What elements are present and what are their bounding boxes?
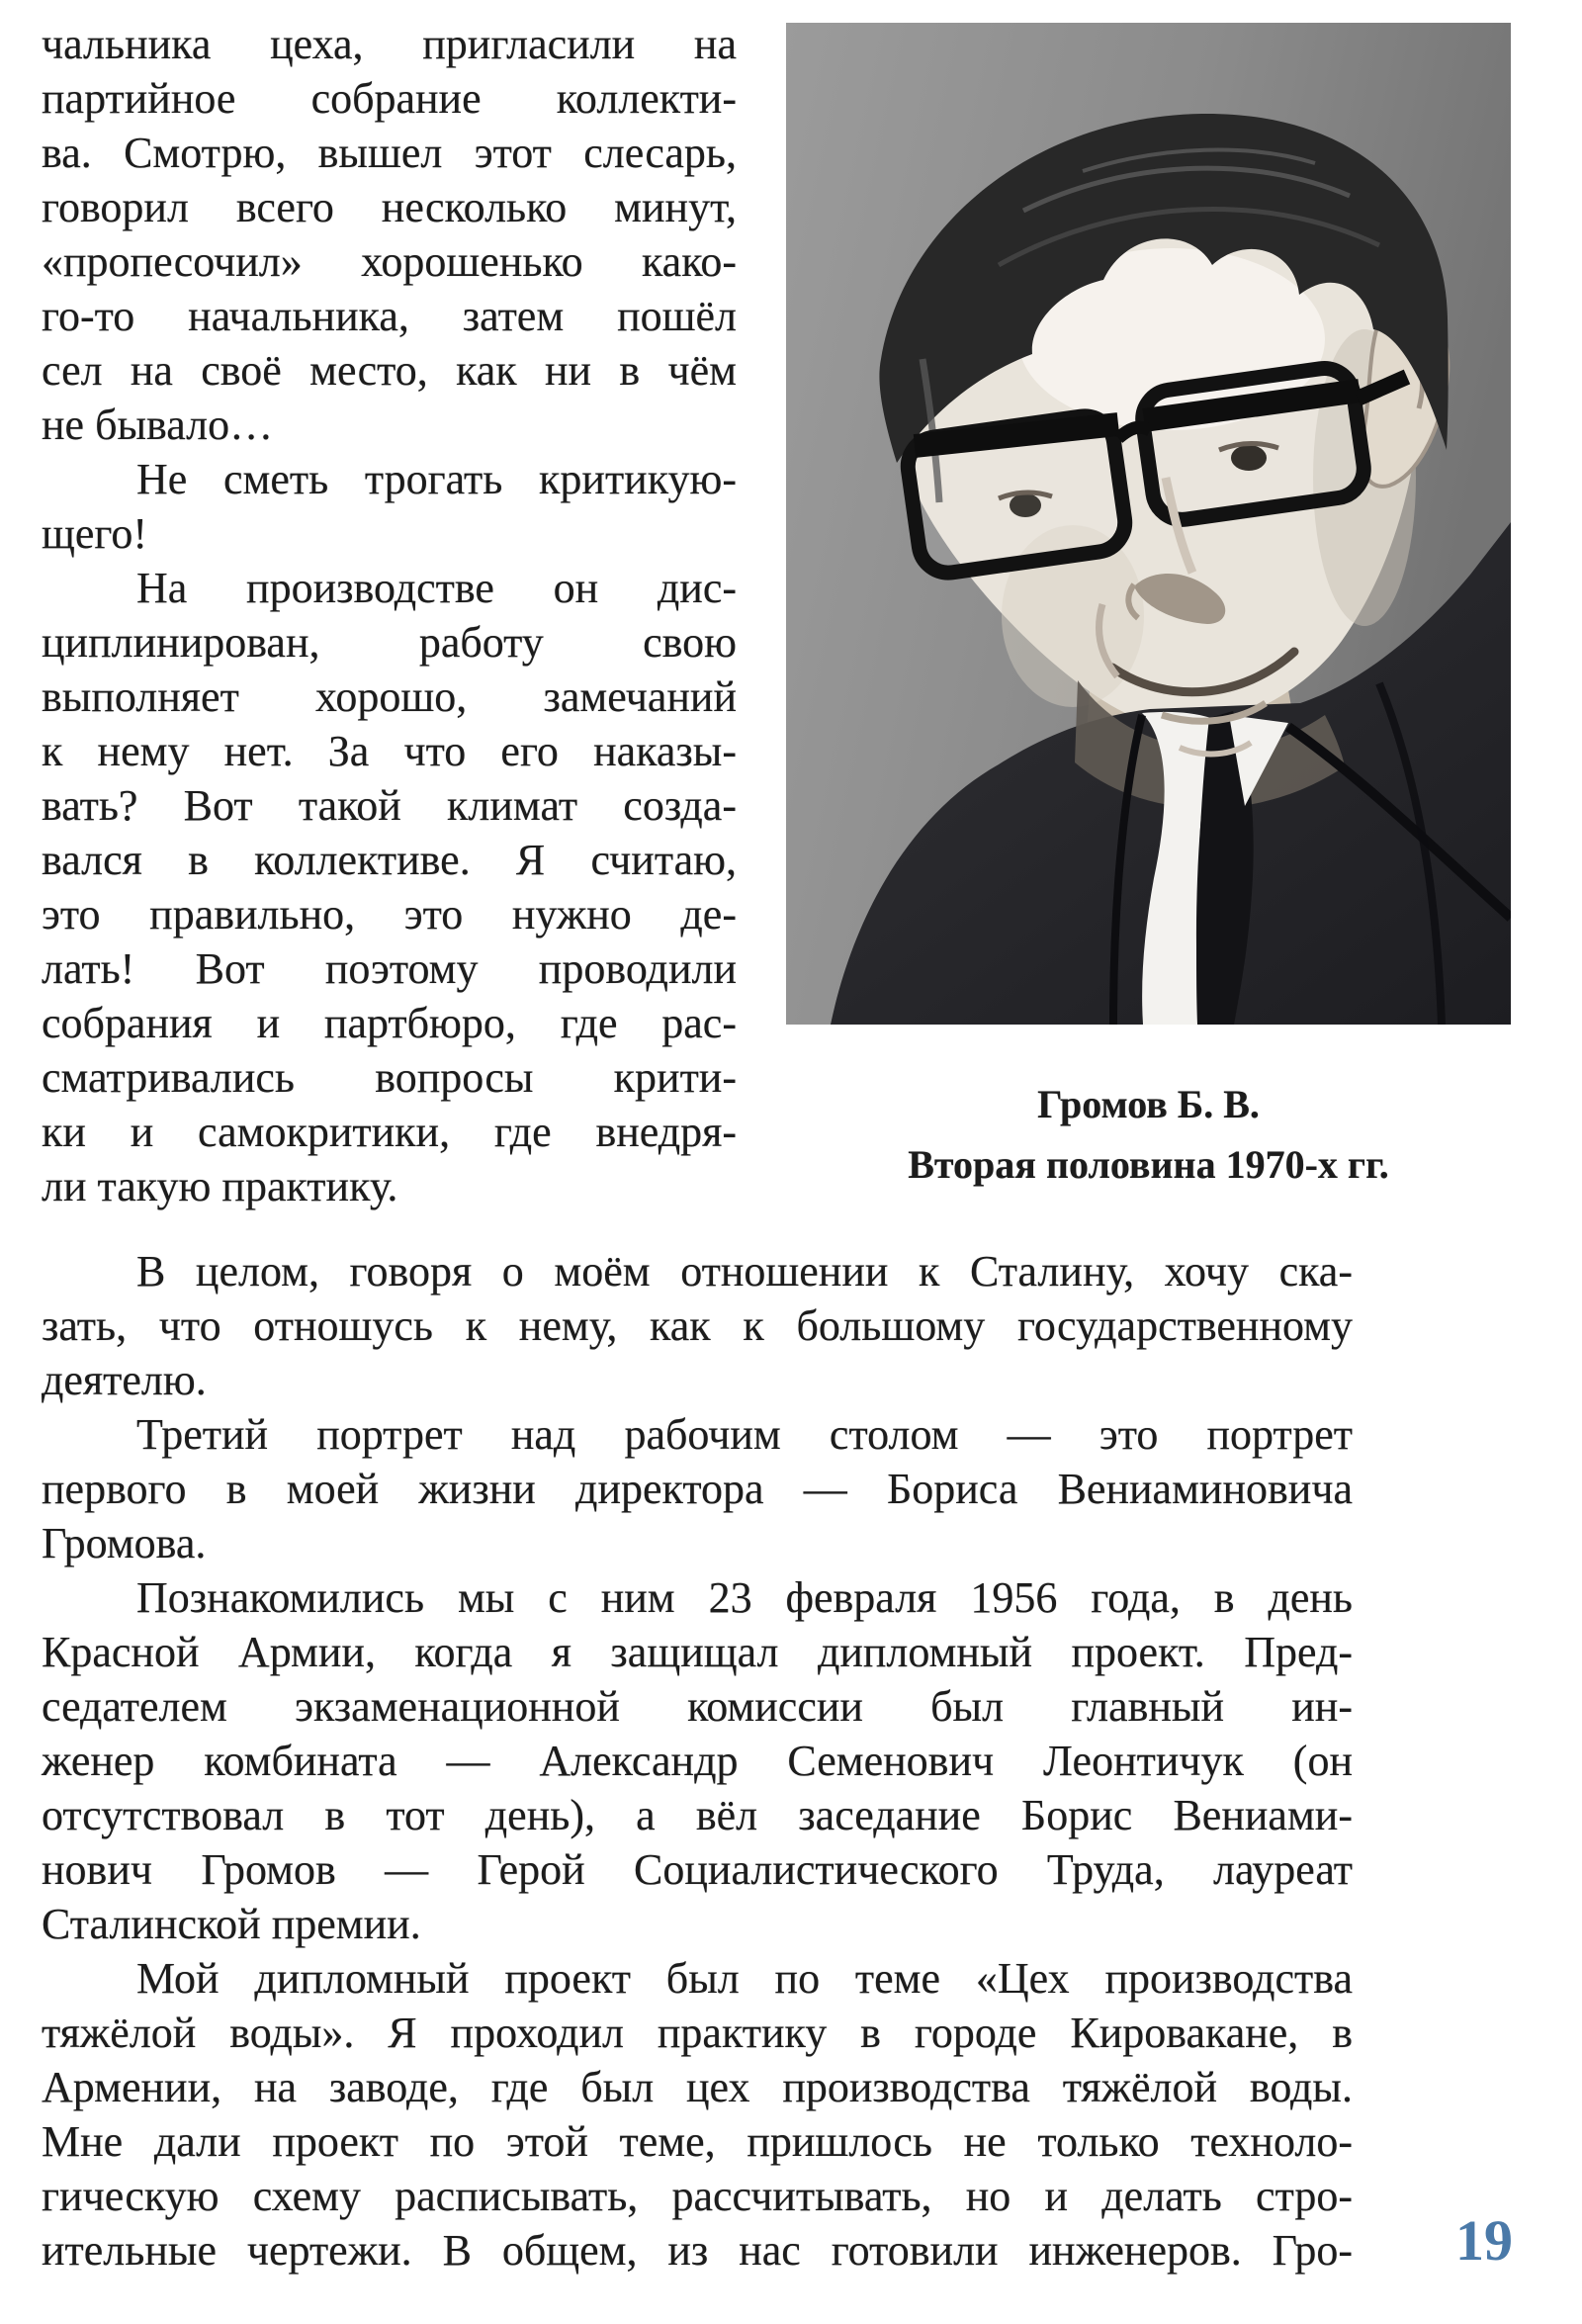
- text-line: Сталинской премии.: [42, 1900, 421, 1948]
- text-line: седателем экзаменационной комиссии был главный ин-: [42, 1682, 1353, 1731]
- text-line: гическую схему расписывать, рассчитывать, но и делать стро-: [42, 2172, 1353, 2220]
- text-line: женер комбината — Александр Семенович Леонтичук (он: [42, 1737, 1353, 1785]
- text-line: ки и самокритики, где внедря-: [42, 1108, 737, 1156]
- text-line: Армении, на заводе, где был цех производства тяжёлой воды.: [42, 2063, 1353, 2111]
- text-line: говорил всего несколько минут,: [42, 183, 737, 231]
- text-line: это правильно, это нужно де-: [42, 890, 737, 939]
- text-line: вать? Вот такой климат созда-: [42, 781, 737, 830]
- text-line: Не сметь трогать критикую-: [136, 455, 737, 503]
- text-line: сел на своё место, как ни в чём: [42, 346, 737, 395]
- text-line: не бывало…: [42, 401, 274, 449]
- text-line: го-то начальника, затем пошёл: [42, 292, 737, 340]
- text-line: Познакомились мы с ним 23 февраля 1956 года, в день: [136, 1573, 1353, 1622]
- text-line: Громова.: [42, 1519, 207, 1567]
- text-line: циплинирован, работу свою: [42, 618, 737, 667]
- text-line: ва. Смотрю, вышел этот слесарь,: [42, 129, 737, 177]
- text-line: выполняет хорошо, замечаний: [42, 672, 737, 721]
- portrait-photo: [786, 23, 1511, 1025]
- right-eye: [1231, 445, 1267, 471]
- text-line: ительные чертежи. В общем, из нас готовили инженеров. Гро-: [42, 2226, 1353, 2275]
- text-line: нович Громов — Герой Социалистического Труда, лауреат: [42, 1845, 1353, 1894]
- text-line: тяжёлой воды». Я проходил практику в городе Кировакане, в: [42, 2009, 1353, 2057]
- text-line: ли такую практику.: [42, 1162, 398, 1210]
- left-eye: [1010, 493, 1041, 517]
- text-line: сматривались вопросы крити-: [42, 1053, 737, 1102]
- text-line: Третий портрет над рабочим столом — это портрет: [136, 1410, 1353, 1459]
- text-line: партийное собрание коллекти-: [42, 74, 737, 123]
- page-number: 19: [1455, 2208, 1513, 2273]
- text-line: лать! Вот поэтому проводили: [42, 944, 737, 993]
- text-line: собрания и партбюро, где рас-: [42, 999, 737, 1047]
- text-line: Красной Армии, когда я защищал дипломный проект. Пред-: [42, 1628, 1353, 1676]
- text-line: На производстве он дис-: [136, 564, 737, 612]
- photo-caption-name: Громов Б. В.: [1037, 1082, 1260, 1126]
- text-line: «пропесочил» хорошенько како-: [42, 237, 737, 286]
- text-line: вался в коллективе. Я считаю,: [42, 836, 737, 884]
- text-line: Мне дали проект по этой теме, пришлось не только техноло-: [42, 2117, 1353, 2166]
- text-line: В целом, говоря о моём отношении к Сталину, хочу ска-: [136, 1247, 1353, 1296]
- left-text-column: [42, 17, 737, 1213]
- text-line: Мой дипломный проект был по теме «Цех производства: [136, 1954, 1353, 2003]
- photo-caption: [786, 1074, 1511, 1195]
- photo-caption-date: Вторая половина 1970-х гг.: [908, 1142, 1389, 1187]
- main-text-block: [42, 1244, 1353, 2278]
- text-line: деятелю.: [42, 1356, 207, 1404]
- text-line: щего!: [42, 509, 148, 558]
- text-line: чальника цеха, пригласили на: [42, 20, 737, 68]
- text-line: к нему нет. За что его наказы-: [42, 727, 737, 775]
- text-line: первого в моей жизни директора — Бориса Вениаминовича: [42, 1465, 1353, 1513]
- portrait-figure: [786, 23, 1511, 1025]
- text-line: зать, что отношусь к нему, как к большому государственному: [42, 1301, 1353, 1350]
- text-line: отсутствовал в тот день), а вёл заседание Борис Вениами-: [42, 1791, 1353, 1839]
